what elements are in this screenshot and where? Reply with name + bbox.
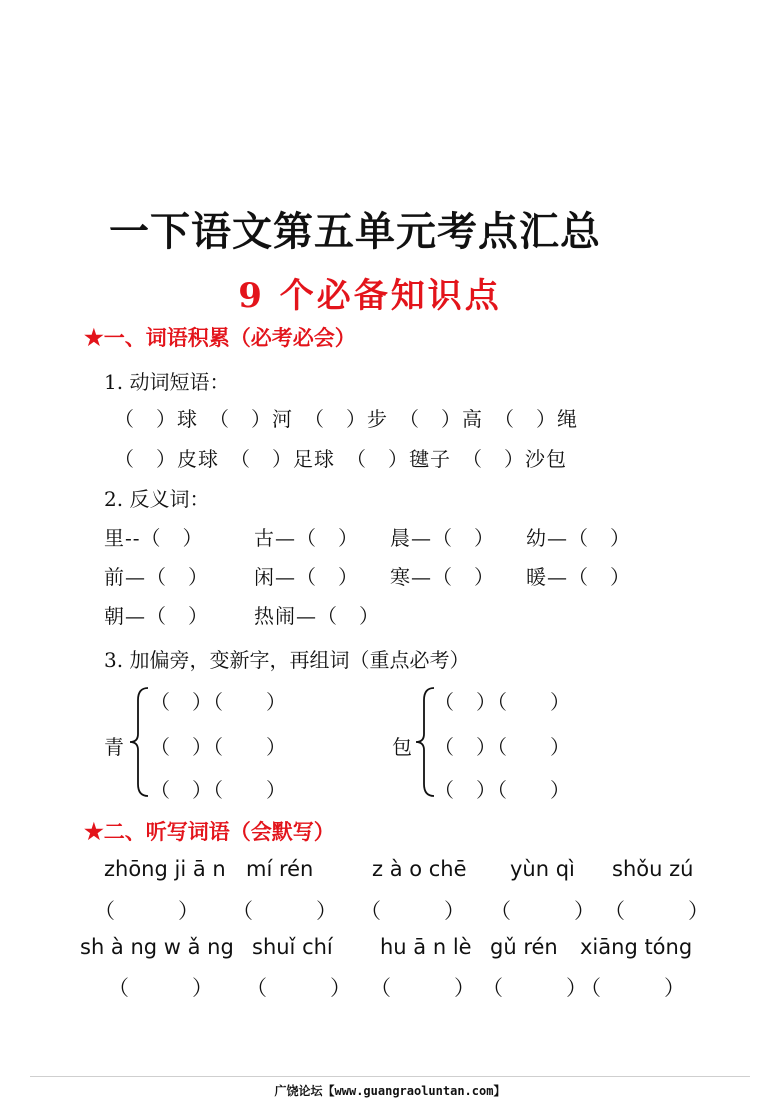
answer-blank: （ ）: [232, 899, 337, 923]
pinyin-word: z à o chē: [372, 857, 467, 881]
pinyin-word: shǒu zú: [612, 857, 694, 881]
antonym-item: 晨—（ ）: [390, 526, 495, 550]
footer-divider: [30, 1076, 750, 1077]
base-char-left: 青: [104, 735, 125, 759]
verb-phrases-label: 1. 动词短语：: [104, 370, 230, 394]
answer-blank: （ ）: [108, 976, 213, 1000]
pinyin-word: mí rén: [246, 857, 314, 881]
antonym-item: 里--（ ）: [104, 526, 204, 550]
radical-blank-row: （ ）（ ）: [434, 735, 571, 759]
answer-blank: （ ）: [604, 899, 709, 923]
pinyin-word: xiāng tóng: [580, 935, 693, 959]
radical-blank-row: （ ）（ ）: [150, 778, 287, 802]
page-title: 一下语文第五单元考点汇总: [109, 208, 601, 255]
pinyin-word: gǔ rén: [490, 935, 558, 959]
section-2-label: 二、听写词语（会默写）: [103, 819, 335, 844]
antonym-item: 前—（ ）: [104, 565, 209, 589]
radical-blank-row: （ ）（ ）: [434, 690, 571, 714]
radical-blank-row: （ ）（ ）: [150, 690, 287, 714]
pinyin-word: hu ā n lè: [380, 935, 472, 959]
radical-blank-row: （ ）（ ）: [434, 778, 571, 802]
section-1-heading: [84, 322, 356, 352]
antonym-item: 朝—（ ）: [104, 604, 209, 628]
antonym-item: 暖—（ ）: [526, 565, 631, 589]
footer-text: 广饶论坛【www.guangraoluntan.com】: [274, 1084, 506, 1098]
verb-phrases-row-1: （ ）球 （ ）河 （ ）步 （ ）高 （ ）绳: [114, 407, 578, 431]
radical-blank-row: （ ）（ ）: [150, 735, 287, 759]
answer-blank: （ ）: [94, 899, 199, 923]
star-icon: ★: [84, 819, 104, 845]
base-char-right: 包: [392, 735, 413, 759]
star-icon: ★: [84, 325, 104, 351]
radical-exercise-label: 3. 加偏旁，变新字，再组词（重点必考）: [104, 648, 470, 672]
pinyin-word: sh à ng w ǎ ng: [80, 935, 234, 959]
antonym-item: 闲—（ ）: [254, 565, 359, 589]
answer-blank: （ ）: [360, 899, 465, 923]
antonym-item: 寒—（ ）: [390, 565, 495, 589]
answer-blank: （ ）: [370, 976, 475, 1000]
answer-blank: （ ）: [580, 976, 685, 1000]
antonym-item: 热闹—（ ）: [254, 604, 380, 628]
antonym-item: 古—（ ）: [254, 526, 359, 550]
pinyin-word: zhōng ji ā n: [104, 857, 226, 881]
antonyms-label: 2. 反义词：: [104, 487, 210, 511]
pinyin-word: shuǐ chí: [252, 935, 333, 959]
verb-phrases-row-2: （ ）皮球 （ ）足球 （ ）毽子 （ ）沙包: [114, 447, 567, 471]
section-1-label: 一、词语积累（必考必会）: [103, 325, 356, 350]
antonym-item: 幼—（ ）: [526, 526, 631, 550]
page-subtitle: 9 个必备知识点: [238, 276, 502, 316]
answer-blank: （ ）: [490, 899, 595, 923]
answer-blank: （ ）: [246, 976, 351, 1000]
answer-blank: （ ）: [482, 976, 587, 1000]
pinyin-word: yùn qì: [510, 857, 575, 881]
section-2-heading: [84, 816, 335, 846]
